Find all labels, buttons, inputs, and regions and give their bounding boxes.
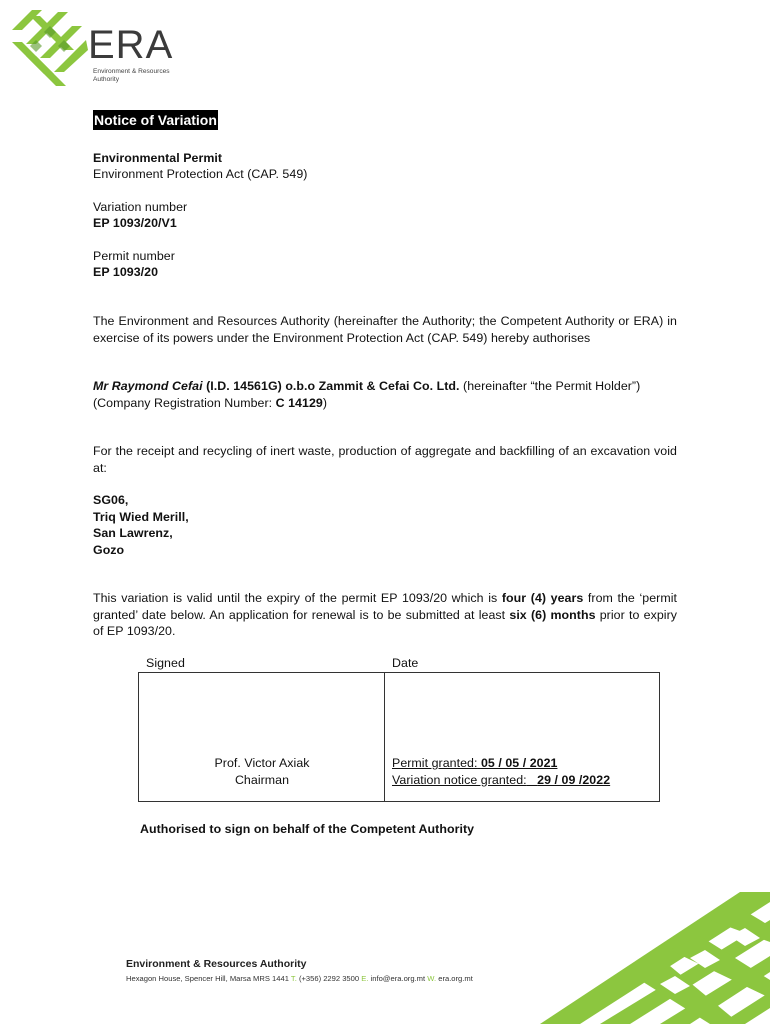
document-title: Notice of Variation [94,112,217,128]
logo-subtitle-line2: Authority [93,76,120,83]
dates-block [392,755,610,788]
footer-web: era.org.mt [438,974,473,983]
company-reg-prefix: (Company Registration Number: [93,395,273,410]
address-line: Gozo [93,542,125,557]
holder-company: o.b.o Zammit & Cefai Co. Ltd. [285,379,460,393]
variation-granted-row [392,772,610,789]
address-line: San Lawrenz, [93,526,173,540]
authorised-statement: Authorised to sign on behalf of the Competent Authority [140,822,475,836]
footer-web-label: W. [427,974,437,983]
validity-text-2: from the ‘permit granted’ date below. An application for renewal is to be submitted at least [93,591,677,622]
validity-years: four (4) years [501,591,584,605]
logo-subtitle-line1: Environment & Resources [93,68,170,75]
validity-text-1: This variation is valid until the expiry of the permit EP 1093/20 which is [93,591,498,605]
table-divider [384,672,385,802]
footer-contact [126,974,473,983]
date-label: Date [392,656,419,670]
signed-label: Signed [146,656,185,670]
validity-paragraph [93,590,677,640]
validity-months: six (6) months [509,607,596,622]
logo-wordmark: ERA [88,23,174,67]
address-line: Triq Wied Merill, [93,509,189,524]
holder-id: (I.D. 14561G) [206,379,282,393]
footer-address: Hexagon House, Spencer Hill, Marsa MRS 1441 [126,974,289,983]
holder-hereinafter: (hereinafter “the Permit Holder”) [463,379,641,393]
signatory-name: Prof. Victor Axiak [214,756,310,770]
footer-email: info@era.org.mt [370,974,426,983]
site-address [93,492,189,558]
permit-number-value: EP 1093/20 [93,265,159,279]
legislation-act: Environment Protection Act (CAP. 549) [93,167,308,181]
permit-number-label: Permit number [93,249,175,263]
signatory-position: Chairman [234,772,290,787]
permit-type: Environmental Permit [93,151,223,165]
footer-stripes-icon [540,880,770,1024]
purpose-paragraph: For the receipt and recycling of inert waste, production of aggregate and backfilling of an excavation void at: [93,444,677,475]
footer-tel: (+356) 2292 3500 [298,974,360,983]
footer-tel-label: T. [290,974,297,983]
variation-number-label: Variation number [93,200,188,214]
company-reg-suffix: ) [322,395,328,410]
company-reg-number: C 14129 [275,395,323,410]
signatory-block [140,755,384,788]
variation-granted-date: 29 / 09 /2022 [537,772,611,787]
logo-subtitle [93,68,193,84]
permit-granted-label: Permit granted: [392,756,478,770]
variation-number-value: EP 1093/20/V1 [93,216,177,230]
address-line: SG06, [93,493,129,507]
intro-paragraph: The Environment and Resources Authority (hereinafter the Authority; the Competent Authority or ERA) in exercise of its powers under the Environment Protection Act (CAP. 549) hereby authorises [93,314,677,345]
variation-granted-label: Variation notice granted: [392,772,527,787]
holder-name: Mr Raymond Cefai [93,379,203,393]
permit-granted-date: 05 / 05 / 2021 [480,756,558,770]
footer-email-label: E. [361,974,369,983]
permit-holder [93,378,683,411]
logo-stripes-icon [10,6,90,88]
validity-text-3: prior to expiry of EP 1093/20. [93,607,677,638]
footer-org-name: Environment & Resources Authority [126,958,307,970]
permit-granted-row [392,755,610,772]
